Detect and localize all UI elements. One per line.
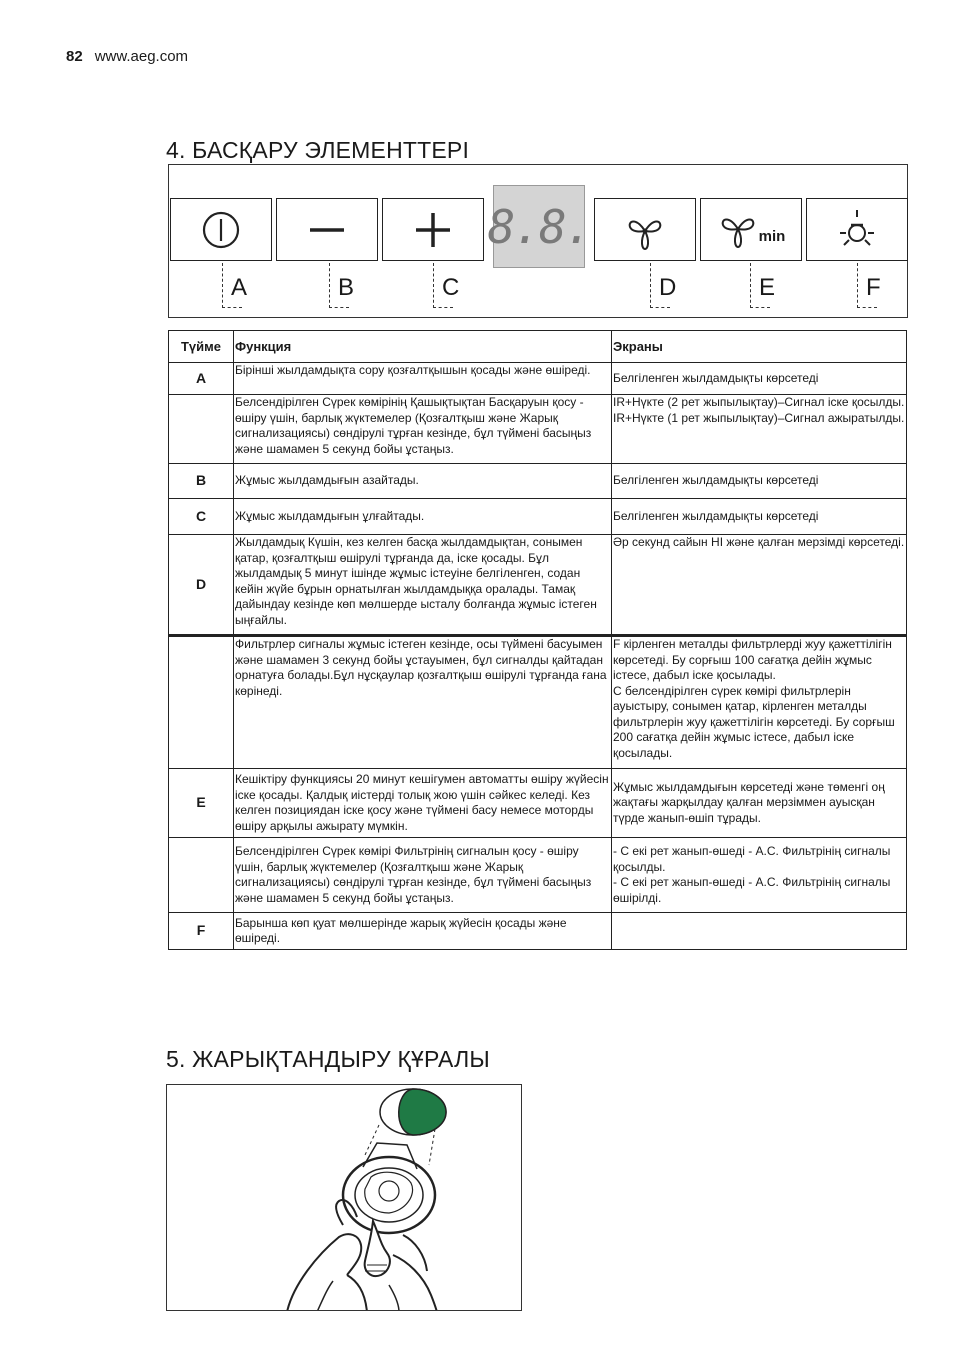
min-suffix: min xyxy=(758,228,786,245)
row-function: Белсендірілген Сүрек көмірінің Қашықтықтан Басқаруын қосу - өшіру үшін, барлық жүктемелер (Қозғалтқыш және Жарық сигнализациясы) сөндірулі тұрған кезінде, бұл түймені басыңыз және шамамен 5 секунд бойы ұстаңыз. xyxy=(234,395,612,464)
button-c[interactable] xyxy=(382,198,484,261)
row-key: A xyxy=(169,363,234,395)
table-row xyxy=(169,769,907,838)
table-row xyxy=(169,838,907,913)
minus-icon xyxy=(306,209,348,251)
control-panel xyxy=(168,164,908,318)
fan-min-icon xyxy=(717,207,763,253)
section-5-title: 5. ЖАРЫҚТАНДЫРУ ҚҰРАЛЫ xyxy=(166,1046,490,1072)
row-key xyxy=(169,636,234,769)
seven-segment-display xyxy=(487,185,591,268)
site-url: www.aeg.com xyxy=(94,48,189,65)
controls-table xyxy=(168,330,907,950)
row-screen: Белгіленген жылдамдықты көрсетеді xyxy=(612,363,907,395)
table-row xyxy=(169,636,907,769)
button-f[interactable] xyxy=(806,198,908,261)
display-digits: 8.8. xyxy=(487,199,591,254)
button-e[interactable] xyxy=(700,198,802,261)
page-header xyxy=(66,48,188,65)
power-icon xyxy=(200,209,242,251)
label-e: E xyxy=(750,263,770,308)
row-function: Жылдамдық Күшін, кез келген басқа жылдамдықтан, сонымен қатар, қозғалтқыш өшірулі тұрғанда да, іске қосады. Бұл жылдамдық 5 минут ішінде жұмыс істеуіне белгіленген, содан кейін жүйе бұрын орнатылған жылдамдыққа оралады. Тамақ дайындау кезінде көп мөлшерде ысталу болғанда жұмыс істеген ыңғайлы. xyxy=(234,535,612,636)
row-function: Жұмыс жылдамдығын ұлғайтады. xyxy=(234,499,612,535)
table-header-row xyxy=(169,331,907,363)
table-row xyxy=(169,363,907,395)
label-f: F xyxy=(857,263,877,308)
table-row xyxy=(169,464,907,499)
plus-icon xyxy=(412,209,454,251)
page-number: 82 xyxy=(66,48,83,65)
section-4-title: 4. БАСҚАРУ ЭЛЕМЕНТТЕРІ xyxy=(166,137,470,163)
header-screen: Экраны xyxy=(612,331,907,363)
row-screen: F кірленген металды фильтрлерді жуу қажеттілігін көрсетеді. Бу сорғыш 100 сағатқа дейін жұмыс істесе, дабыл іске қосылады. C белсендірілген сүрек көмірі фильтрлерін ауыстыру, сонымен қатар, кірленген металды фильтрлерін жуу қажеттілігін көрсетеді. Бу сорғыш 200 сағатқа дейін жұмыс істесе, дабыл іске қосылады. xyxy=(612,636,907,769)
row-function: Кешіктіру функциясы 20 минут кешігумен автоматты өшіру жүйесін іске қосады. Қалдық иістерді толық жою үшін сәйкес келеді. Кез келген позициядан іске қосу және түймені басу немесе моторды өшіру арқылы ажырату мүмкін. xyxy=(234,769,612,838)
row-key: B xyxy=(169,464,234,499)
row-key: F xyxy=(169,913,234,950)
row-key xyxy=(169,838,234,913)
lamp-replacement-illustration xyxy=(166,1084,522,1311)
table-row xyxy=(169,395,907,464)
button-b[interactable] xyxy=(276,198,378,261)
row-key: E xyxy=(169,769,234,838)
label-b: B xyxy=(329,263,349,308)
row-screen: IR+Нүкте (2 рет жыпылықтау)–Сигнал іске қосылды. IR+Нүкте (1 рет жыпылықтау)–Сигнал ажыратылды. xyxy=(612,395,907,464)
row-screen: Жұмыс жылдамдығын көрсетеді және төменгі оң жақтағы жарқылдау қалған мерзіммен ауысқан түрде жанып-өшіп тұрады. xyxy=(612,769,907,838)
label-a: A xyxy=(222,263,242,308)
row-function: Барынша көп қуат мөлшерінде жарық жүйесін қосады және өшіреді. xyxy=(234,913,612,950)
row-screen xyxy=(612,913,907,950)
label-d: D xyxy=(650,263,670,308)
row-screen: Белгіленген жылдамдықты көрсетеді xyxy=(612,464,907,499)
row-key: D xyxy=(169,535,234,636)
row-key: C xyxy=(169,499,234,535)
fan-icon xyxy=(622,207,668,253)
light-icon xyxy=(834,207,880,253)
row-screen: Белгіленген жылдамдықты көрсетеді xyxy=(612,499,907,535)
row-function: Фильтрлер сигналы жұмыс істеген кезінде, осы түймені басуымен және шамамен 3 секунд бойы ұстауымен, бұл сигналды қайтадан орнатуға болады.Бұл нұсқаулар қозғалтқыш өшірулі тұрғанда ғана көрінеді. xyxy=(234,636,612,769)
button-d[interactable] xyxy=(594,198,696,261)
header-function: Функция xyxy=(234,331,612,363)
button-a[interactable] xyxy=(170,198,272,261)
row-function: Бірінші жылдамдықта сору қозғалтқышын қосады және өшіреді. xyxy=(234,363,612,395)
row-screen: Әр секунд сайын HI және қалған мерзімді көрсетеді. xyxy=(612,535,907,636)
header-key: Түйме xyxy=(169,331,234,363)
label-c: C xyxy=(433,263,453,308)
row-key xyxy=(169,395,234,464)
row-function: Жұмыс жылдамдығын азайтады. xyxy=(234,464,612,499)
row-screen: - С екі рет жанып-өшеді - А.С. Фильтрінің сигналы қосылды. - С екі рет жанып-өшеді - А.С. Фильтрінің сигналы өшірілді. xyxy=(612,838,907,913)
table-row xyxy=(169,535,907,636)
table-row xyxy=(169,913,907,950)
row-function: Белсендірілген Сүрек көмірі Фильтрінің сигналын қосу - өшіру үшін, барлық жүктемелер (Қозғалтқыш және Жарық сигнализациясы) сөндірулі тұрған кезінде, бұл түймені басыңыз және шамамен 5 секунд бойы ұстаңыз. xyxy=(234,838,612,913)
lamp-hand-drawing xyxy=(167,1085,522,1311)
table-row xyxy=(169,499,907,535)
